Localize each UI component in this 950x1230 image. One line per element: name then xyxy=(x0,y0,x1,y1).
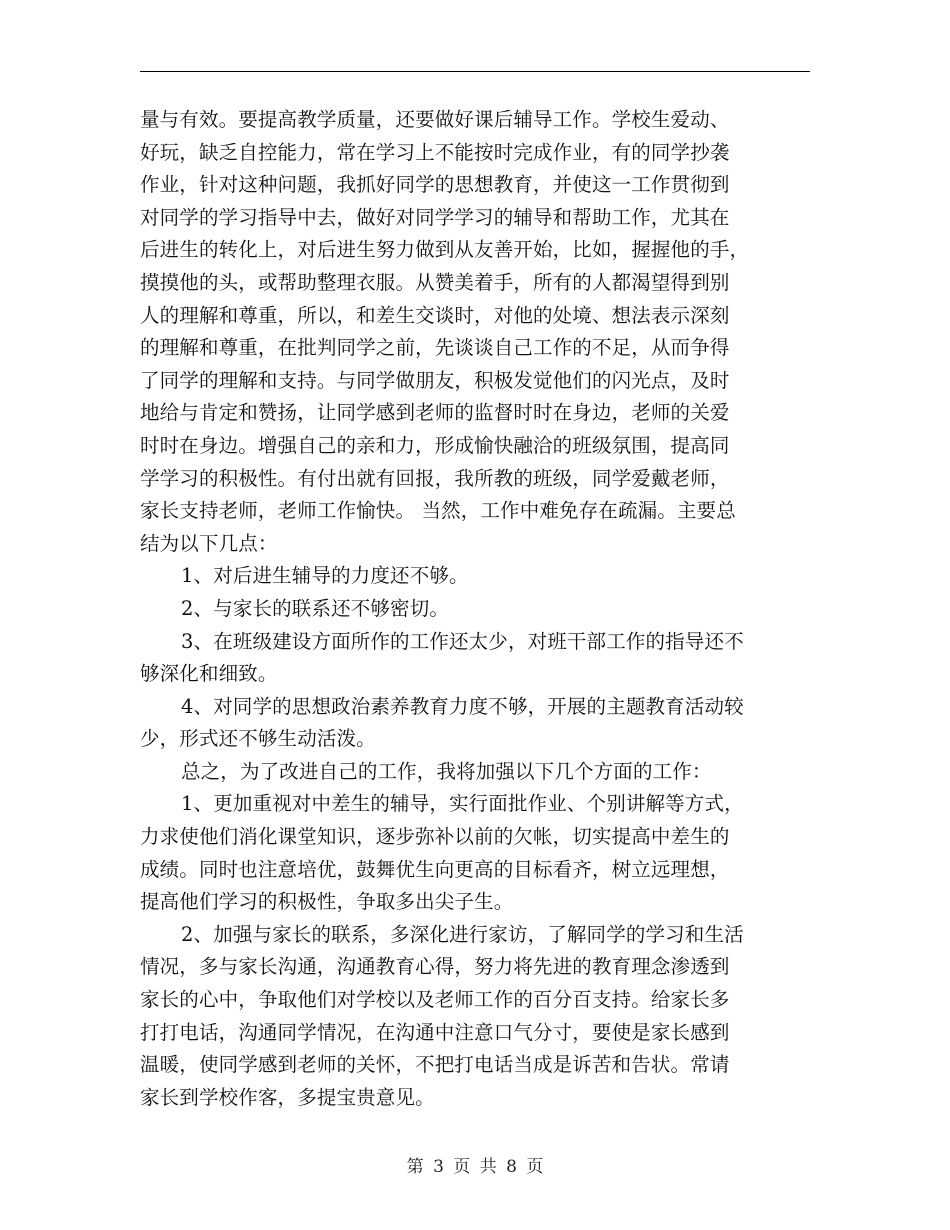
text-line: 结为以下几点： xyxy=(140,531,278,555)
text-line: 时时在身边。增强自己的亲和力，形成愉快融洽的班级氛围，提高同 xyxy=(140,433,730,457)
text-line: 打打电话，沟通同学情况，在沟通中注意口气分寸，要使是家长感到 xyxy=(140,1020,730,1044)
text-line: 3、在班级建设方面所作的工作还太少，对班干部工作的指导还不 xyxy=(181,629,744,653)
text-line: 人的理解和尊重，所以，和差生交谈时，对他的处境、想法表示深刻 xyxy=(140,303,730,327)
text-line: 量与有效。要提高教学质量，还要做好课后辅导工作。学校生爱动、 xyxy=(140,108,730,131)
header-rule xyxy=(140,71,810,72)
text-line: 总之，为了改进自己的工作，我将加强以下几个方面的工作： xyxy=(181,759,712,783)
text-line: 2、加强与家长的联系，多深化进行家访，了解同学的学习和生活 xyxy=(181,922,744,946)
text-line: 够深化和细致。 xyxy=(140,662,278,686)
text-line: 1、更加重视对中差生的辅导，实行面批作业、个别讲解等方式， xyxy=(181,792,744,816)
text-line: 学学习的积极性。有付出就有回报，我所教的班级，同学爱戴老师， xyxy=(140,466,730,490)
text-line: 力求使他们消化课堂知识，逐步弥补以前的欠帐，切实提高中差生的 xyxy=(140,825,730,849)
text-line: 少，形式还不够生动活泼。 xyxy=(140,727,376,751)
text-line: 了同学的理解和支持。与同学做朋友，积极发觉他们的闪光点，及时 xyxy=(140,368,730,392)
document-body xyxy=(140,104,812,1114)
text-line: 情况，多与家长沟通，沟通教育心得，努力将先进的教育理念渗透到 xyxy=(140,955,730,979)
text-line: 好玩，缺乏自控能力，常在学习上不能按时完成作业，有的同学抄袭 xyxy=(140,140,730,164)
text-line: 的理解和尊重，在批判同学之前，先谈谈自己工作的不足，从而争得 xyxy=(140,336,730,360)
text-line: 摸摸他的头，或帮助整理衣服。从赞美着手，所有的人都渴望得到别 xyxy=(140,270,730,294)
text-line: 作业，针对这种问题，我抓好同学的思想教育，并使这一工作贯彻到 xyxy=(140,173,730,197)
text-line: 2、与家长的联系还不够密切。 xyxy=(181,596,450,620)
page-number: 第 3 页 共 8 页 xyxy=(406,1157,544,1177)
text-line: 提高他们学习的积极性，争取多出尖子生。 xyxy=(140,890,514,914)
text-line: 家长支持老师，老师工作愉快。 当然，工作中难免存在疏漏。主要总 xyxy=(140,499,736,523)
text-line: 对同学的学习指导中去，做好对同学学习的辅导和帮助工作，尤其在 xyxy=(140,205,730,229)
text-line: 温暖，使同学感到老师的关怀，不把打电话当成是诉苦和告状。常请 xyxy=(140,1053,730,1077)
text-line: 地给与肯定和赞扬，让同学感到老师的监督时时在身边，老师的关爱 xyxy=(140,401,730,425)
text-line: 1、对后进生辅导的力度还不够。 xyxy=(181,564,469,588)
text-line: 家长到学校作客，多提宝贵意见。 xyxy=(140,1085,435,1109)
text-line: 后进生的转化上，对后进生努力做到从友善开始，比如，握握他的手， xyxy=(140,238,750,262)
text-line: 成绩。同时也注意培优，鼓舞优生向更高的目标看齐，树立远理想， xyxy=(140,857,730,881)
text-line: 家长的心中，争取他们对学校以及老师工作的百分百支持。给家长多 xyxy=(140,988,730,1012)
text-line: 4、对同学的思想政治素养教育力度不够，开展的主题教育活动较 xyxy=(181,694,744,718)
